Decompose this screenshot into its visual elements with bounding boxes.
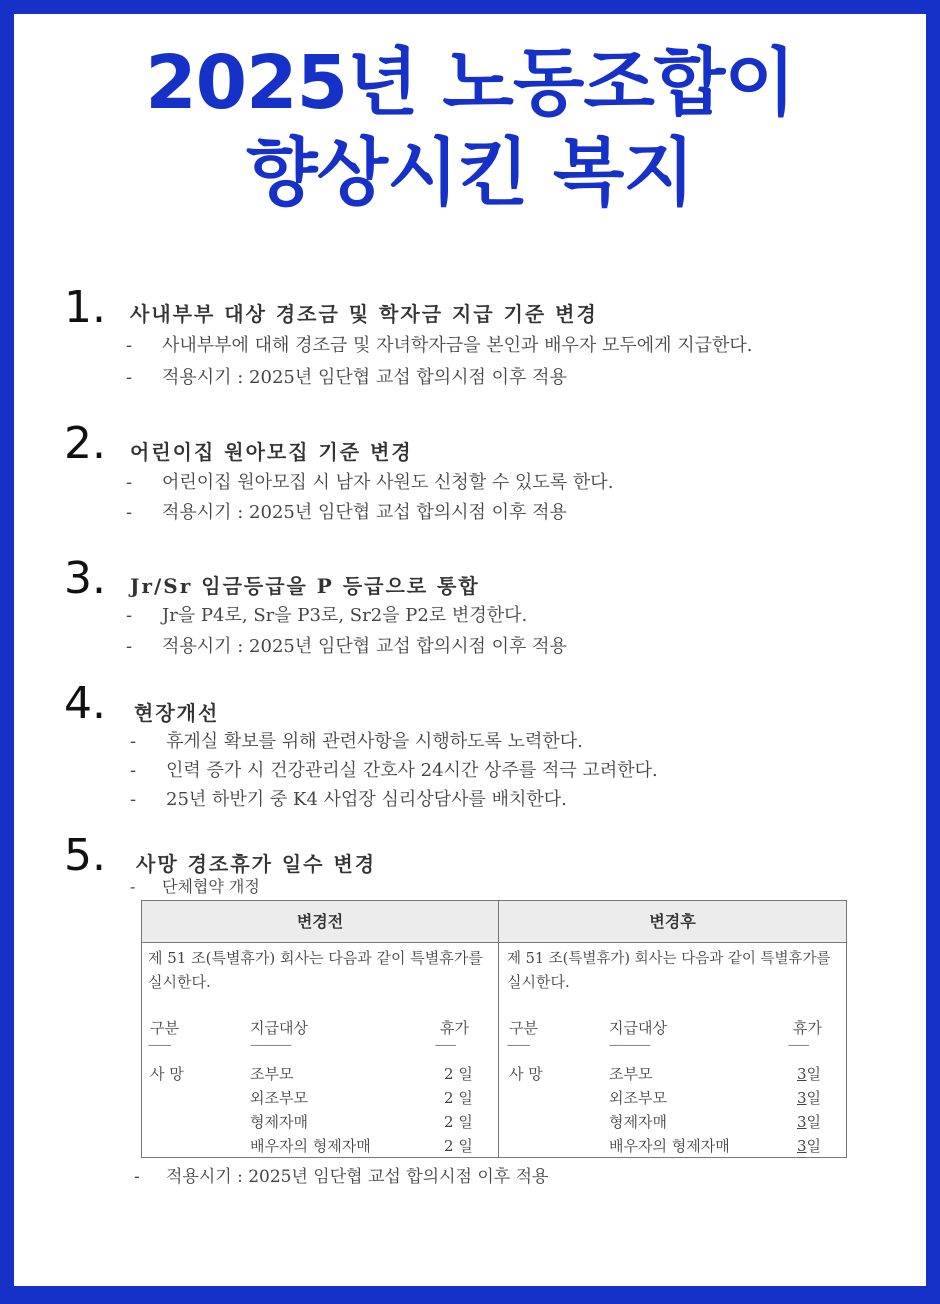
days-cell: 2 일 bbox=[444, 1065, 473, 1083]
target-cell: 외조부모 bbox=[609, 1089, 667, 1107]
target-cell: 조부모 bbox=[250, 1065, 294, 1083]
divider: ---------- bbox=[435, 1041, 456, 1051]
days-cell: 3일 bbox=[797, 1089, 822, 1107]
col-header-category: 구분 bbox=[150, 1019, 179, 1037]
section-number: 2. bbox=[64, 418, 106, 469]
category-cell: 사 망 bbox=[509, 1065, 543, 1083]
col-header-target: 지급대상 bbox=[609, 1019, 667, 1037]
divider: -------------------- bbox=[250, 1041, 291, 1051]
section-bullet: - 휴게실 확보를 위해 관련사항을 시행하도록 노력한다. bbox=[130, 731, 583, 752]
section-bullet: - 사내부부에 대해 경조금 및 자녀학자금을 본인과 배우자 모두에게 지급한다. bbox=[126, 335, 753, 356]
col-header-category: 구분 bbox=[509, 1019, 538, 1037]
target-cell: 배우자의 형제자매 bbox=[609, 1137, 730, 1155]
section-number: 5. bbox=[64, 830, 106, 881]
section-bullet: - 인력 증가 시 건강관리실 간호사 24시간 상주를 적극 고려한다. bbox=[130, 760, 658, 781]
section-bullet: - Jr을 P4로, Sr을 P3로, Sr2을 P2로 변경한다. bbox=[126, 605, 528, 626]
section-bullet: - 적용시기 : 2025년 임단협 교섭 합의시점 이후 적용 bbox=[126, 502, 567, 523]
target-cell: 형제자매 bbox=[250, 1113, 308, 1131]
target-cell: 배우자의 형제자매 bbox=[250, 1137, 371, 1155]
days-cell: 2 일 bbox=[444, 1113, 473, 1131]
section-number: 1. bbox=[64, 282, 106, 333]
article-text: 실시한다. bbox=[507, 973, 570, 991]
section-number: 4. bbox=[64, 678, 106, 729]
divider: -------------------- bbox=[609, 1041, 650, 1051]
category-cell: 사 망 bbox=[150, 1065, 184, 1083]
section-heading: 사망 경조휴가 일수 변경 bbox=[136, 852, 377, 876]
article-text: 실시한다. bbox=[148, 973, 211, 991]
page-title-line2: 향상시킨 복지 bbox=[246, 130, 694, 216]
divider: ----------- bbox=[507, 1041, 530, 1051]
section-bullet: - 단체협약 개정 bbox=[130, 877, 260, 896]
col-header-leave: 휴가 bbox=[440, 1019, 469, 1037]
section-heading: 현장개선 bbox=[134, 701, 220, 725]
comparison-table bbox=[141, 900, 847, 1158]
target-cell: 조부모 bbox=[609, 1065, 653, 1083]
table-header-after: 변경후 bbox=[499, 901, 846, 943]
article-text: 제 51 조(특별휴가) 회사는 다음과 같이 특별휴가를 bbox=[148, 949, 483, 967]
section-bullet: - 어린이집 원아모집 시 남자 사원도 신청할 수 있도록 한다. bbox=[126, 472, 614, 493]
days-cell: 3일 bbox=[797, 1137, 822, 1155]
target-cell: 형제자매 bbox=[609, 1113, 667, 1131]
section-number: 3. bbox=[64, 553, 106, 604]
section-bullet: - 25년 하반기 중 K4 사업장 심리상담사를 배치한다. bbox=[130, 789, 567, 810]
days-cell: 3일 bbox=[797, 1065, 822, 1083]
days-cell: 2 일 bbox=[444, 1089, 473, 1107]
article-text: 제 51 조(특별휴가) 회사는 다음과 같이 특별휴가를 bbox=[507, 951, 831, 967]
section-heading: Jr/Sr 임금등급을 P 등급으로 통합 bbox=[130, 574, 480, 598]
section-heading: 어린이집 원아모집 기준 변경 bbox=[130, 440, 413, 464]
table-column-after bbox=[499, 901, 846, 1157]
col-header-leave: 휴가 bbox=[793, 1019, 822, 1037]
section-footer-bullet: - 적용시기 : 2025년 임단협 교섭 합의시점 이후 적용 bbox=[134, 1167, 549, 1187]
section-heading: 사내부부 대상 경조금 및 학자금 지급 기준 변경 bbox=[130, 302, 598, 326]
table-column-before bbox=[142, 901, 499, 1157]
divider: ----------- bbox=[148, 1041, 171, 1051]
target-cell: 외조부모 bbox=[250, 1089, 308, 1107]
days-cell: 3일 bbox=[797, 1113, 822, 1131]
col-header-target: 지급대상 bbox=[250, 1019, 308, 1037]
page-title-line1: 2025년 노동조합이 bbox=[145, 40, 795, 126]
divider: ---------- bbox=[788, 1041, 809, 1051]
section-bullet: - 적용시기 : 2025년 임단협 교섭 합의시점 이후 적용 bbox=[126, 636, 567, 657]
days-cell: 2 일 bbox=[444, 1137, 473, 1155]
table-header-before: 변경전 bbox=[142, 901, 498, 943]
section-bullet: - 적용시기 : 2025년 임단협 교섭 합의시점 이후 적용 bbox=[126, 367, 567, 388]
